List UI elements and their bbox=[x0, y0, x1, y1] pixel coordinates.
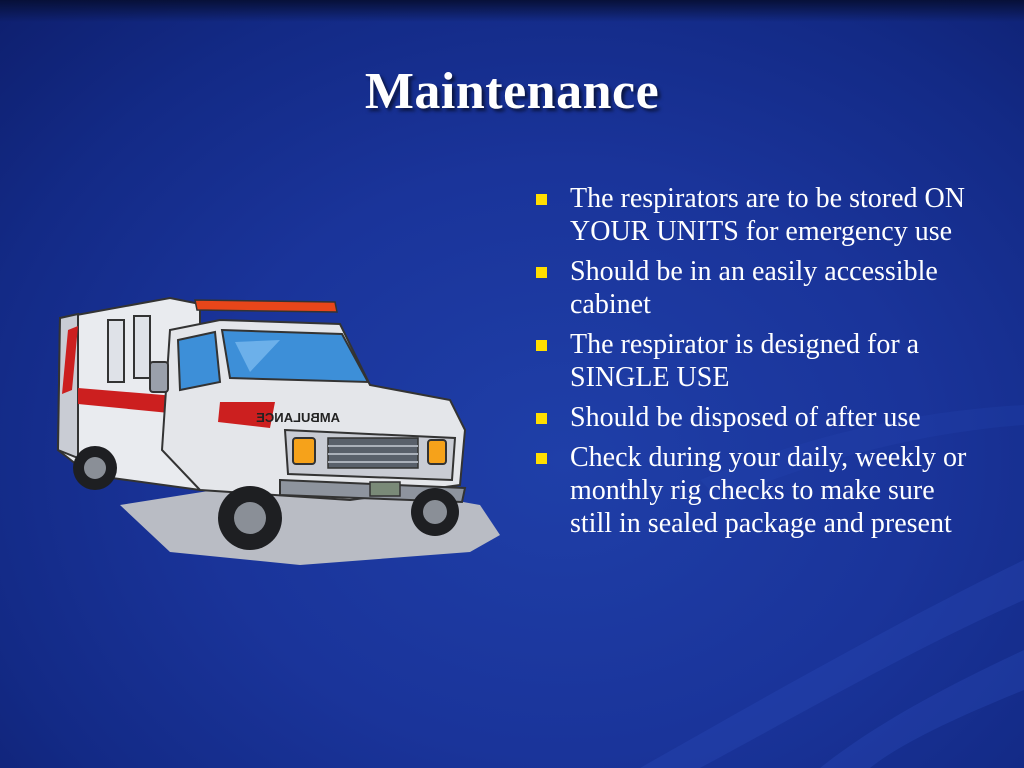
hood-label: AMBULANCE bbox=[256, 410, 340, 425]
bullet-item bbox=[530, 182, 970, 248]
square-bullet-icon bbox=[536, 194, 547, 205]
bullet-item bbox=[530, 328, 970, 394]
bullet-text: The respirator is designed for a SINGLE USE bbox=[570, 329, 920, 393]
bullet-text: The respirators are to be stored ON YOUR UNITS for emergency use bbox=[570, 183, 965, 247]
bullet-text: Check during your daily, weekly or monthly rig checks to make sure still in sealed package and present bbox=[570, 442, 967, 539]
square-bullet-icon bbox=[536, 340, 547, 351]
bullet-text: Should be disposed of after use bbox=[570, 402, 921, 433]
square-bullet-icon bbox=[536, 413, 547, 424]
bullet-list bbox=[530, 182, 970, 547]
bullet-item bbox=[530, 441, 970, 540]
ambulance-icon bbox=[50, 290, 505, 580]
bullet-text: Should be in an easily accessible cabinet bbox=[570, 256, 938, 320]
bullet-item bbox=[530, 255, 970, 321]
square-bullet-icon bbox=[536, 453, 547, 464]
bullet-item bbox=[530, 401, 970, 434]
square-bullet-icon bbox=[536, 267, 547, 278]
slide-title: Maintenance bbox=[364, 63, 660, 120]
